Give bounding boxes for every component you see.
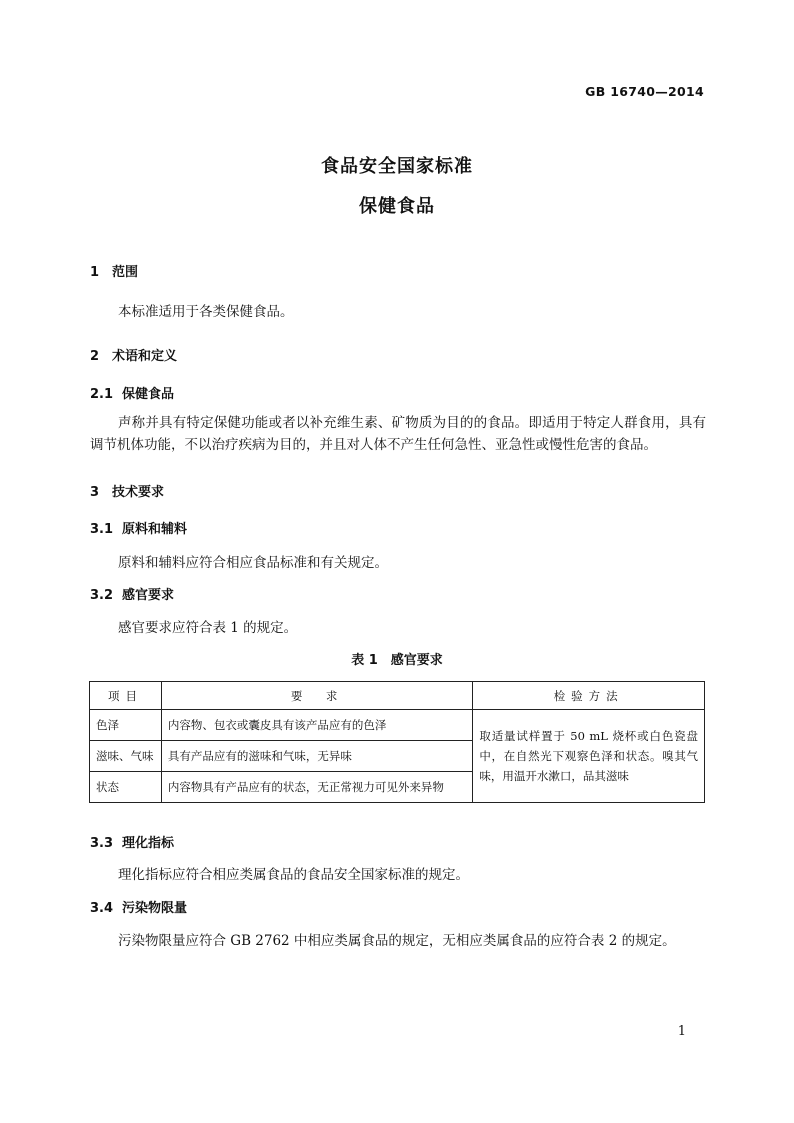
section-2-heading — [90, 345, 177, 364]
row-item: 状态 — [90, 772, 162, 803]
document-subtitle: 保健食品 — [359, 196, 435, 217]
row-item: 色泽 — [90, 710, 162, 741]
section-title: 感官要求 — [122, 588, 175, 603]
section-2-1-text: 声称并具有特定保健功能或者以补充维生素、矿物质为目的的食品。即适用于特定人群食用，具有调节机体功能，不以治疗疾病为目的，并且对人体不产生任何急性、亚急性或慢性危害的食品。 — [90, 415, 706, 453]
section-number: 2 — [90, 349, 100, 364]
section-3-4-text: 污染物限量应符合 GB 2762 中相应类属食品的规定，无相应类属食品的应符合表 2 的规定。 — [118, 933, 676, 949]
section-title: 原料和辅料 — [122, 522, 188, 537]
section-3-1-text: 原料和辅料应符合相应食品标准和有关规定。 — [118, 555, 388, 571]
page-number: 1 — [677, 1024, 686, 1039]
section-1-heading — [90, 261, 138, 280]
section-3-heading — [90, 481, 164, 500]
section-1-text: 本标准适用于各类保健食品。 — [118, 304, 294, 320]
section-number: 3.2 — [90, 588, 114, 603]
row-requirement: 内容物具有产品应有的状态，无正常视力可见外来异物 — [161, 772, 472, 803]
section-number: 2.1 — [90, 387, 114, 402]
section-3-4-heading — [90, 897, 187, 916]
row-requirement: 具有产品应有的滋味和气味，无异味 — [161, 741, 472, 772]
section-number: 3.1 — [90, 522, 114, 537]
standard-code: GB 16740—2014 — [585, 84, 704, 99]
section-number: 3.3 — [90, 836, 114, 851]
row-item: 滋味、气味 — [90, 741, 162, 772]
section-title: 技术要求 — [112, 485, 165, 500]
header-requirement: 要 求 — [161, 682, 472, 710]
section-title: 污染物限量 — [122, 901, 188, 916]
section-number: 3 — [90, 485, 100, 500]
section-3-3-text: 理化指标应符合相应类属食品的食品安全国家标准的规定。 — [118, 867, 469, 883]
table-row — [90, 710, 705, 741]
row-requirement: 内容物、包衣或囊皮具有该产品应有的色泽 — [161, 710, 472, 741]
section-title: 理化指标 — [122, 836, 175, 851]
section-title: 范围 — [112, 265, 139, 280]
section-number: 3.4 — [90, 901, 114, 916]
section-3-3-heading — [90, 832, 174, 851]
document-title: 食品安全国家标准 — [321, 156, 473, 177]
header-item: 项目 — [90, 682, 162, 710]
method-cell: 取适量试样置于 50 mL 烧杯或白色瓷盘中，在自然光下观察色泽和状态。嗅其气味，用温开水漱口，品其滋味 — [473, 710, 705, 803]
section-title: 术语和定义 — [112, 349, 178, 364]
section-3-1-heading — [90, 518, 187, 537]
section-title: 保健食品 — [122, 387, 175, 402]
table-1-sensory-requirements — [89, 681, 705, 803]
section-2-1-heading — [90, 383, 174, 402]
section-3-2-heading — [90, 584, 174, 603]
section-3-2-text: 感官要求应符合表 1 的规定。 — [118, 620, 298, 636]
table-header-row — [90, 682, 705, 710]
section-number: 1 — [90, 265, 100, 280]
header-method: 检验方法 — [473, 682, 705, 710]
table-1-caption: 表 1 感官要求 — [351, 653, 443, 668]
